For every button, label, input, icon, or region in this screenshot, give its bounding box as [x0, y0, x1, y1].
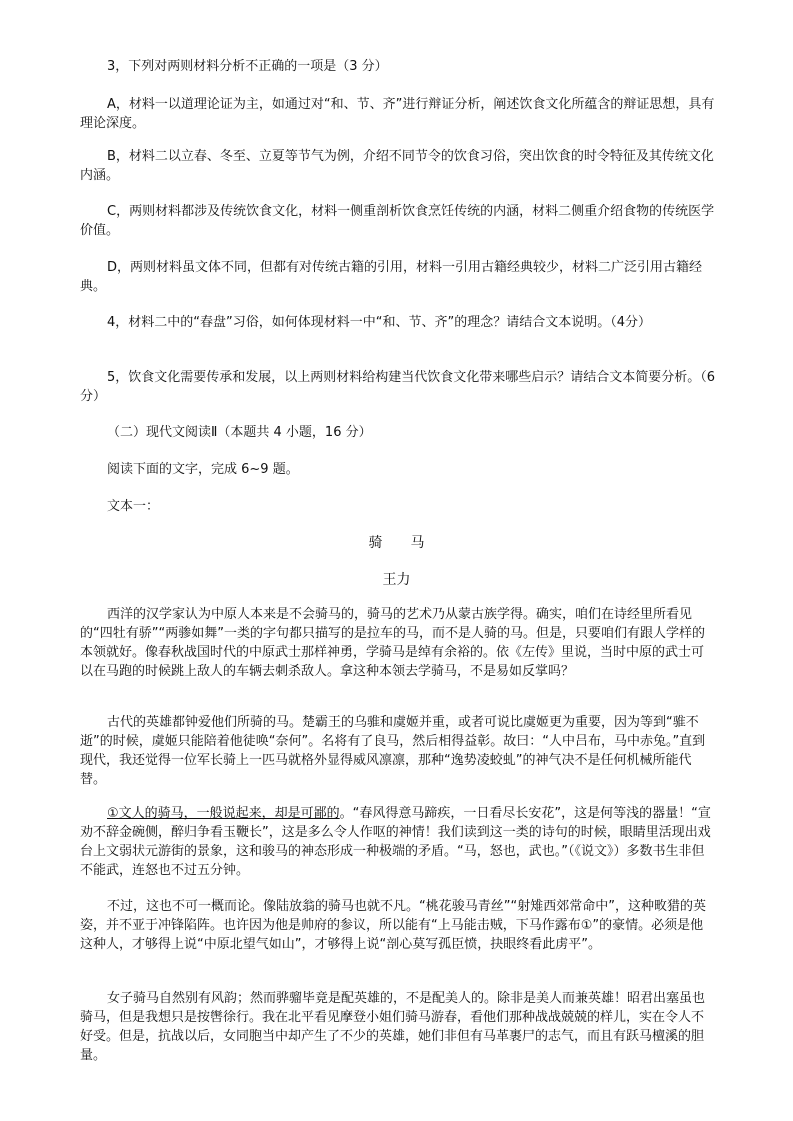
article-title: 骑 马 — [368, 535, 425, 551]
question-3-stem: 3，下列对两则材料分析不正确的一项是（3 分） — [107, 59, 388, 74]
section-heading: （二）现代文阅读Ⅱ（本题共 4 小题，16 分） — [107, 425, 372, 440]
question-3-option-c: C，两则材料都涉及传统饮食文化，材料一侧重剖析饮食烹饪传统的内涵，材料二侧重介绍食物的传统医学价值。 — [80, 204, 715, 238]
article-paragraph-5: 女子骑马自然别有风韵；然而骅骝毕竟是配英雄的，不是配美人的。除非是美人而兼英雄！昭君出塞虽也骑马，但是我想只是按辔徐行。我在北平看见摩登小姐们骑马游春，看他们那种战战兢兢的样儿，实在令人不好受。但是，抗战以后，女同胞当中却产生了不少的英雄，她们非但有马革裹尸的志气，而且有跃马檀溪的胆量。 — [80, 991, 706, 1063]
reading-instruction: 阅读下面的文字，完成 6~9 题。 — [107, 462, 299, 477]
question-3-option-a: A，材料一以道理论证为主，如通过对“和、节、齐”进行辩证分析，阐述饮食文化所蕴含的辩证思想，具有理论深度。 — [80, 97, 715, 131]
underlined-sentence: ①文人的骑马，一般说起来，却是可鄙的 — [107, 806, 340, 821]
article-paragraph-1: 西洋的汉学家认为中原人本来是不会骑马的，骑马的艺术乃从蒙古族学得。确实，咱们在诗经里所看见的“四牡有骄”“两骖如舞”一类的字句都只描写的是拉车的马，而不是人骑的马。但是，只要咱们有跟人学样的本领就好。像春秋战国时代的中原武士那样神勇，学骑马是绰有余裕的。依《左传》里说，当时中原的武士可以在马跑的时候跳上敌人的车辆去刺杀敌人。拿这种本领去学骑马，不是易如反掌吗？ — [80, 607, 705, 679]
question-3-option-d: D，两则材料虽文体不同，但都有对传统古籍的引用，材料一引用古籍经典较少，材料二广泛引用古籍经典。 — [80, 260, 703, 294]
text-label: 文本一： — [107, 499, 160, 514]
article-paragraph-4: 不过，这也不可一概而论。像陆放翁的骑马也就不凡。“桃花骏马青丝”“射雉西郊常命中”，这种畋猎的英姿，并不亚于冲锋陷阵。也许因为他是帅府的参议，所以能有“上马能击贼，下马作露布①”的豪情。必须是他这种人，才够得上说“中原北望气如山”，才够得上说“剖心莫写孤臣愤，抉眼终看此虏平”。 — [80, 899, 706, 952]
article-paragraph-3-rest: 。“春风得意马蹄疾，一日看尽长安花”，这是何等浅的器量！“宣劝不辞金碗侧，醉归争看玉鞭长”，这是多么令人作呕的神情！我们读到这一类的诗句的时候，眼睛里活现出戏台上文弱状元游街的景象，这和骏马的神态形成一种极端的矛盾。“马，怒也，武也。”（《说文》）多数书生非但不能武，连怒也不过五分钟。 — [80, 806, 711, 878]
article-paragraph-2: 古代的英雄都钟爱他们所骑的马。楚霸王的乌骓和虞姬并重，或者可说比虞姬更为重要，因为等到“骓不逝”的时候，虞姬只能陪着他徒唤“奈何”。名将有了良马，然后相得益彰。故曰：“人中吕布，马中赤兔。”直到现代，我还觉得一位军长骑上一匹马就格外显得威风凛凛，那种“逸势凌蛟虬”的神气决不是任何机械所能代替。 — [80, 715, 706, 787]
question-3-option-b: B，材料二以立春、冬至、立夏等节气为例，介绍不同节令的饮食习俗，突出饮食的时令特征及其传统文化内涵。 — [80, 149, 714, 183]
question-4: 4，材料二中的“春盘”习俗，如何体现材料一中“和、节、齐”的理念？请结合文本说明。（4分） — [107, 315, 651, 330]
article-paragraph-3 — [80, 804, 716, 880]
question-5: 5，饮食文化需要传承和发展，以上两则材料给构建当代饮食文化带来哪些启示？请结合文本简要分析。（6 分） — [80, 370, 716, 404]
article-author: 王力 — [382, 572, 411, 588]
